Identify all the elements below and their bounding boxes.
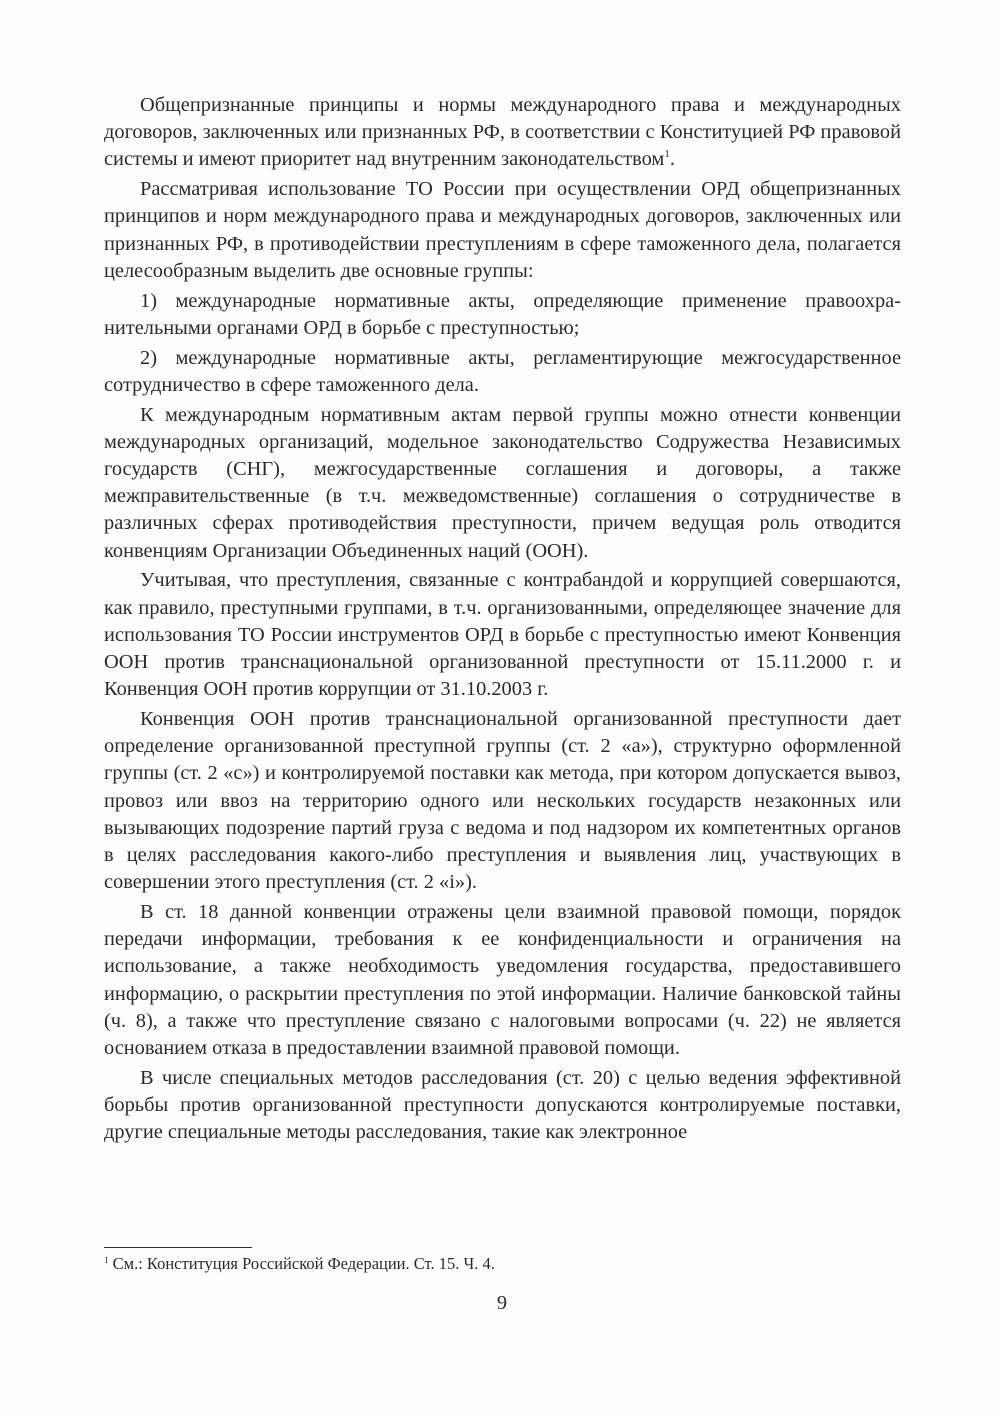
body-text: [104, 92, 901, 1149]
paragraph-2: Рассматривая использование ТО России при осуществлении ОРД общепризнанных принципов и норм международного права и международных договоров, заключенных или признанных РФ, в противодействии преступлениям в сфере таможенного дела, полагается целесообразным выделить две основные группы:: [104, 178, 901, 282]
footnote-text: См.: Конституция Российской Федерации. Ст. 15. Ч. 4.: [108, 1254, 495, 1273]
footnote: [104, 1253, 901, 1275]
paragraph-9: В числе специальных методов расследования (ст. 20) с целью ведения эффективной борьбы против организованной преступности допускаются контролируемые поставки, другие специальные методы расследования, такие как электронное: [104, 1066, 901, 1144]
page-number: 9: [496, 1292, 508, 1314]
footnote-reference[interactable]: 1: [664, 148, 670, 161]
paragraph-1: [104, 92, 901, 174]
paragraph-3: 1) международные нормативные акты, определяющие применение правоохранительными органами ОРД в борьбе с преступностью;: [104, 289, 901, 339]
paragraph-6: Учитывая, что преступления, связанные с контрабандой и коррупцией совершаются, как правило, преступными группами, в т.ч. организованными, определяющее значение для использования ТО России инструментов ОРД в борьбе с преступностью имеют Конвенция ООН против транснациональной организованной преступности от 15.11.2000 г. и Конвенция ООН против коррупции от 31.10.2003 г.: [104, 569, 901, 701]
paragraph-8: В ст. 18 данной конвенции отражены цели взаимной правовой помощи, порядок передачи информации, требования к ее конфиденциальности и ограничения на использование, а также необходимость уведомления государства, предоставившего информацию, о раскрытии преступления по этой информации. Наличие банковской тайны (ч. 8), а также что преступление связано с налоговыми вопросами (ч. 22) не является основанием отказа в предоставлении взаимной правовой помощи.: [104, 901, 901, 1060]
paragraph-4: 2) международные нормативные акты, регламентирующие межгосударственное сотрудничество в сфере таможенного дела.: [104, 346, 901, 396]
paragraph-5: К международным нормативным актам первой группы можно отнести конвенции международных организаций, модельное законодательство Содружества Независимых государств (СНГ), межгосударственные соглашения и договоры, а также межправительственные (в т.ч. межведомственные) соглашения о сотрудничестве в различных сферах противодействия преступности, причем ведущая роль отводится конвенциям Организации Объединенных наций (ООН).: [104, 403, 901, 562]
paragraph-1-tail: .: [669, 148, 675, 171]
paragraph-1-text: Общепризнанные принципы и нормы международного права и международных договоров, заключенных или признанных РФ, в соответствии с Конституцией РФ правовой системы и имеют приоритет над внутренним законодательством: [104, 94, 901, 171]
footnote-number: 1: [104, 1255, 109, 1265]
footnote-divider: [104, 1247, 252, 1248]
paragraph-7: Конвенция ООН против транснациональной организованной преступности дает определение организованной преступной группы (ст. 2 «а»), структурно оформленной группы (ст. 2 «с») и контролируемой поставки как метода, при котором допускается вывоз, провоз или ввоз на территорию одного или нескольких государств незаконных или вызывающих подозрение партий груза с ведома и под надзором их компетентных органов в целях расследования какого-либо преступления и выявления лиц, участвующих в совершении этого преступления (ст. 2 «i»).: [104, 708, 901, 894]
